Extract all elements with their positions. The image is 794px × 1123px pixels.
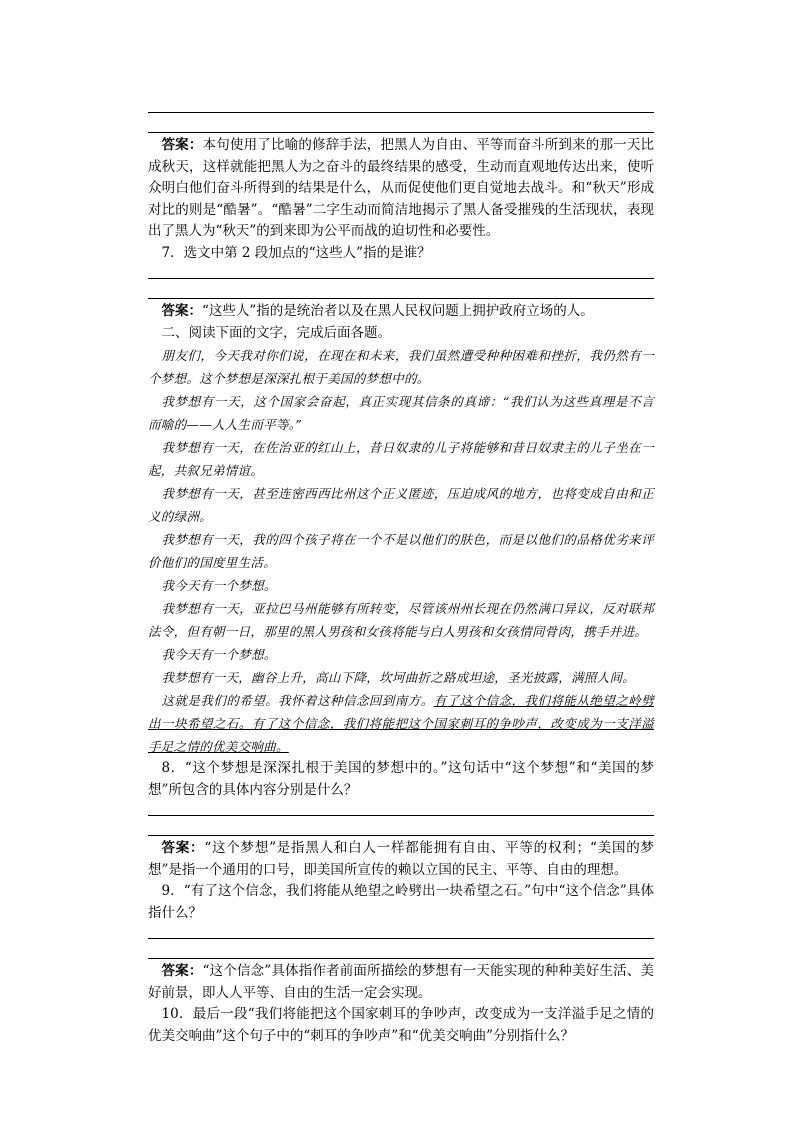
answer-line[interactable]: [148, 958, 654, 959]
reading-passage: [148, 344, 654, 758]
answer-8: 答案：“这个梦想”是指黑人和白人一样都能拥有自由、平等的权利；“美国的梦想”是指一个通用的口号，即美国所宣传的赖以立国的民主、平等、自由的理想。: [148, 840, 654, 878]
question-7: 7．选文中第 2 段加点的“这些人”指的是谁？: [161, 244, 431, 261]
answer-line[interactable]: [148, 298, 654, 299]
answer-label: 答案：: [161, 840, 205, 856]
passage-paragraph: 我梦想有一天，这个国家会奋起，真正实现其信条的真谛：“我们认为这些真理是不言而喻的——人人生而平等。”: [148, 394, 654, 432]
passage-paragraph: 我今天有一个梦想。: [161, 578, 277, 593]
question-10: 10．最后一段“我们将能把这个国家刺耳的争吵声，改变成为一支洋溢手足之情的优美交响曲”这个句子中的“刺耳的争吵声”和“优美交响曲”分别指什么？: [148, 1006, 654, 1044]
passage-paragraph: 我今天有一个梦想。: [161, 647, 277, 662]
passage-paragraph: 我梦想有一天，幽谷上升，高山下降，坎坷曲折之路成坦途，圣光披露，满照人间。: [161, 670, 636, 685]
question-8: 8．“这个梦想是深深扎根于美国的梦想中的。”这句话中“这个梦想”和“美国的梦想”所包含的具体内容分别是什么？: [148, 760, 654, 798]
answer-label: 答案：: [161, 303, 202, 319]
underlined-sentence: 有了这个信念，我们将能把这个国家刺耳的争吵声，改变成为一支洋溢手足之情的优美交响曲。: [148, 716, 654, 754]
passage-paragraph: 朋友们，今天我对你们说，在现在和未来，我们虽然遭受种种困难和挫折，我仍然有一个梦想。这个梦想是深深扎根于美国的梦想中的。: [148, 348, 654, 386]
underlined-sentence: 有了这个信念，我们将能从绝望之岭劈出一块希望之石。: [148, 693, 654, 731]
passage-paragraph: 我梦想有一天，甚至连密西西比州这个正义匿迹，压迫成风的地方，也将变成自由和正义的绿洲。: [148, 486, 654, 524]
answer-label: 答案：: [161, 963, 203, 979]
passage-paragraph: 我梦想有一天，我的四个孩子将在一个不是以他们的肤色，而是以他们的品格优劣来评价他们的国度里生活。: [148, 532, 654, 570]
document-content: [148, 100, 654, 1047]
passage-paragraph-last: 这就是我们的希望。我怀着这种信念回到南方。有了这个信念，我们将能从绝望之岭劈出一块希望之石。有了这个信念，我们将能把这个国家刺耳的争吵声，改变成为一支洋溢手足之情的优美交响曲。: [148, 693, 654, 754]
answer-9: 答案：“这个信念”具体指作者前面所描绘的梦想有一天能实现的种种美好生活、美好前景，即人人平等、自由的生活一定会实现。: [148, 963, 654, 1001]
section-heading: 二、阅读下面的文字，完成后面各题。: [161, 324, 391, 341]
answer-line[interactable]: [148, 132, 654, 133]
passage-paragraph: 我梦想有一天，在佐治亚的红山上，昔日奴隶的儿子将能够和昔日奴隶主的儿子坐在一起，共叙兄弟情谊。: [148, 440, 654, 478]
answer-6: 答案：本句使用了比喻的修辞手法，把黑人为自由、平等而奋斗所到来的那一天比成秋天，这样就能把黑人为之奋斗的最终结果的感受，生动而直观地传达出来，使听众明白他们奋斗所得到的结果是什么，从而促使他们更自觉地去战斗。和“秋天”形成对比的则是“酷暑”。“酷暑”二字生动而简洁地揭示了黑人备受摧残的生活现状，表现出了黑人为“秋天”的到来即为公平而战的迫切性和必要性。: [148, 137, 655, 239]
question-9: 9．“有了这个信念，我们将能从绝望之岭劈出一块希望之石。”句中“这个信念”具体指什么？: [148, 883, 654, 921]
answer-label: 答案：: [161, 137, 203, 153]
passage-paragraph: 我梦想有一天，亚拉巴马州能够有所转变，尽管该州州长现在仍然满口异议，反对联邦法令，但有朝一日，那里的黑人男孩和女孩将能与白人男孩和女孩情同骨肉，携手并进。: [148, 601, 654, 639]
answer-line[interactable]: [148, 835, 654, 836]
answer-7: 答案：“这些人”指的是统治者以及在黑人民权问题上拥护政府立场的人。: [161, 303, 594, 319]
